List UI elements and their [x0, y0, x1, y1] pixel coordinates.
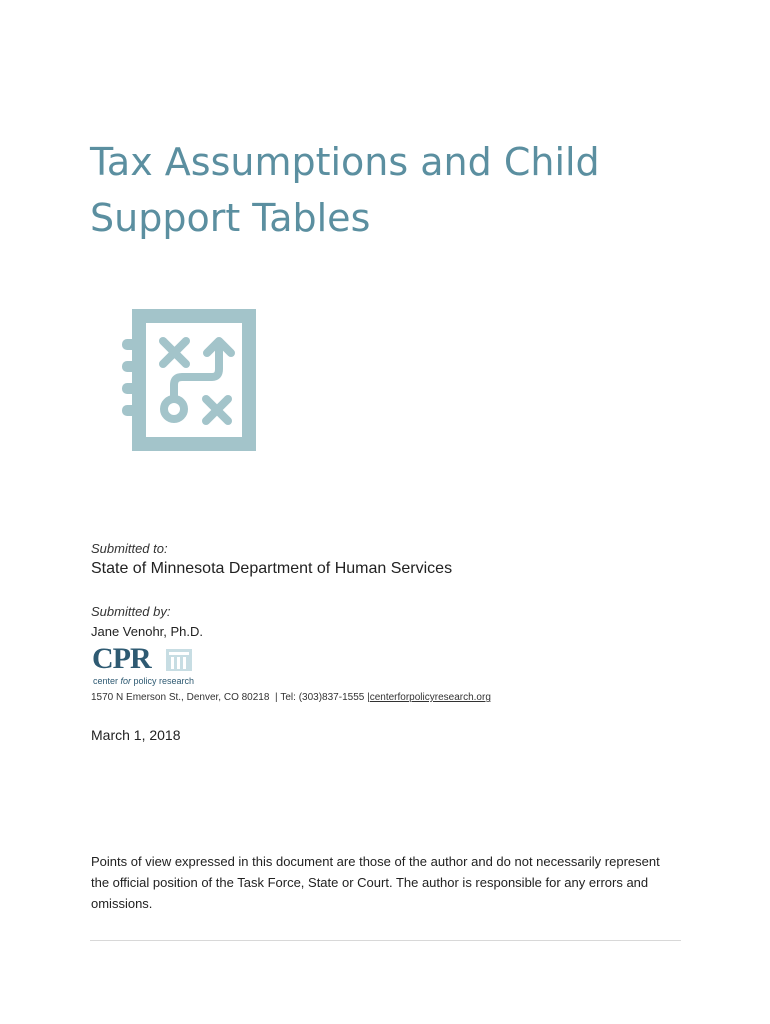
phone: Tel: (303)837-1555 [280, 692, 365, 703]
divider [90, 940, 681, 941]
submitted-to-label: Submitted to: [91, 541, 168, 556]
contact-line: 1570 N Emerson St., Denver, CO 80218 | Tel: (303)837-1555 |centerforpolicyresearch.org [91, 692, 491, 703]
recipient: State of Minnesota Department of Human Services [91, 560, 453, 577]
logo-tagline: center for policy research [93, 676, 195, 686]
document-date: March 1, 2018 [91, 727, 181, 743]
address: 1570 N Emerson St., Denver, CO 80218 [91, 692, 270, 703]
strategy-playbook-icon [118, 305, 264, 455]
author-name: Jane Venohr, Ph.D. [91, 624, 204, 639]
document-title [90, 134, 650, 246]
submitted-by-label: Submitted by: [91, 604, 171, 619]
logo-mark: CPR [92, 642, 151, 675]
disclaimer: Points of view expressed in this document are those of the author and do not necessarily represent the official position of the Task Force, State or Court. The author is responsible for any errors and omissions. [91, 854, 660, 911]
website-link[interactable]: centerforpolicyresearch.org [369, 692, 491, 703]
title-line-2: Support Tables [90, 196, 371, 240]
title-line-1: Tax Assumptions and Child [90, 140, 600, 184]
cpr-logo [92, 643, 202, 689]
logo-columns-icon [166, 649, 192, 671]
